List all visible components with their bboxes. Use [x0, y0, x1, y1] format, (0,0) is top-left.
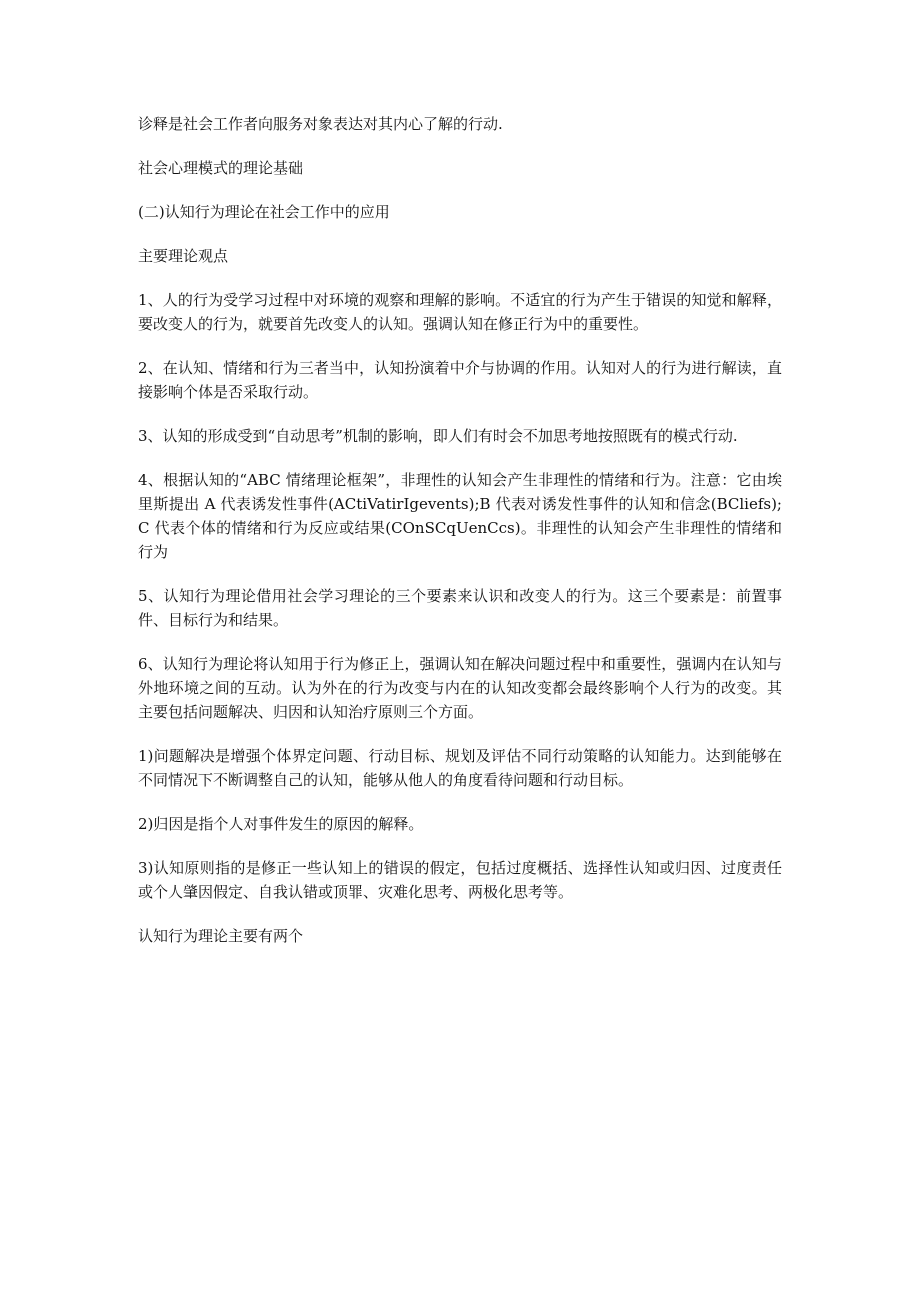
section-heading-cbt-application: (二)认知行为理论在社会工作中的应用 [138, 203, 390, 221]
paragraph-point-5: 5、认知行为理论借用社会学习理论的三个要素来认识和改变人的行为。这三个要素是：前置事件、目标行为和结果。 [138, 587, 782, 629]
paragraph-point-6: 6、认知行为理论将认知用于行为修正上，强调认知在解决问题过程中和重要性，强调内在认知与外地环境之间的互动。认为外在的行为改变与内在的认知改变都会最终影响个人行为的改变。其主要包括问题解决、归因和认知治疗原则三个方面。 [138, 655, 782, 721]
document-body [138, 112, 782, 968]
paragraph-point-4: 4、根据认知的“ABC 情绪理论框架”，非理性的认知会产生非理性的情绪和行为。注意：它由埃里斯提出 A 代表诱发性事件(ACtiVatirIgevents);B 代表对诱发性事件的认知和信念(BCliefs);C 代表个体的情绪和行为反应或结果(COnSCqUenCcs)。非理性的认知会产生非理性的情绪和行为 [138, 471, 782, 561]
paragraph-subpoint-3: 3)认知原则指的是修正一些认知上的错误的假定，包括过度概括、选择性认知或归因、过度责任或个人肇因假定、自我认错或顶罪、灾难化思考、两极化思考等。 [138, 859, 782, 901]
paragraph-subpoint-1: 1)问题解决是增强个体界定问题、行动目标、规划及评估不同行动策略的认知能力。达到能够在不同情况下不断调整自己的认知，能够从他人的角度看待问题和行动目标。 [138, 747, 782, 789]
paragraph-point-3: 3、认知的形成受到“自动思考”机制的影响，即人们有时会不加思考地按照既有的模式行动. [138, 427, 738, 445]
paragraph-theory-basis: 社会心理模式的理论基础 [138, 159, 304, 177]
paragraph-point-1: 1、人的行为受学习过程中对环境的观察和理解的影响。不适宜的行为产生于错误的知觉和解释，要改变人的行为，就要首先改变人的认知。强调认知在修正行为中的重要性。 [138, 291, 782, 333]
paragraph-final-line: 认知行为理论主要有两个 [138, 927, 304, 945]
paragraph-point-2: 2、在认知、情绪和行为三者当中，认知扮演着中介与协调的作用。认知对人的行为进行解读，直接影响个体是否采取行动。 [138, 359, 782, 401]
paragraph-subpoint-2: 2)归因是指个人对事件发生的原因的解释。 [138, 815, 424, 833]
section-heading-main-views: 主要理论观点 [138, 247, 229, 265]
paragraph-interpretation: 诊释是社会工作者向服务对象表达对其内心了解的行动. [138, 115, 503, 133]
